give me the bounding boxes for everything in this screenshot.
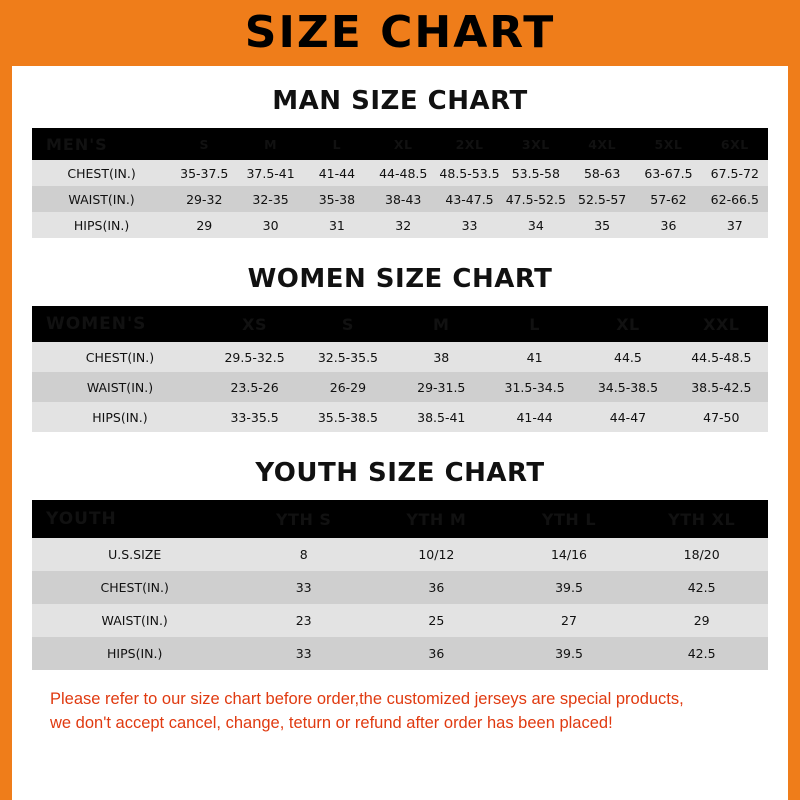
table-row [32, 637, 768, 670]
page-title: SIZE CHART [244, 7, 556, 58]
women-section-title: WOMEN SIZE CHART [247, 264, 553, 294]
table-cell: 35 [569, 212, 635, 238]
table-cell: 26-29 [301, 372, 394, 402]
table-cell: 44-47 [581, 402, 674, 432]
table-cell: 32.5-35.5 [301, 342, 394, 372]
column-header: XL [616, 314, 640, 334]
women-size-table [32, 306, 768, 432]
table-cell: 14/16 [503, 538, 636, 571]
column-header: 4XL [588, 136, 617, 152]
table-cell: 42.5 [635, 637, 768, 670]
table-cell: 10/12 [370, 538, 503, 571]
row-label: CHEST(IN.) [32, 160, 171, 186]
column-header: YTH XL [668, 509, 736, 529]
column-header: S [199, 136, 210, 152]
table-cell: 43-47.5 [436, 186, 502, 212]
table-row [32, 160, 768, 186]
table-cell: 58-63 [569, 160, 635, 186]
row-label: WAIST(IN.) [32, 372, 208, 402]
table-cell: 57-62 [635, 186, 701, 212]
table-header-row [32, 500, 768, 538]
column-header: 2XL [455, 136, 484, 152]
row-label: WAIST(IN.) [32, 604, 237, 637]
table-cell: 32-35 [237, 186, 303, 212]
table-cell: 23 [237, 604, 370, 637]
table-cell: 37.5-41 [237, 160, 303, 186]
table-cell: 29-32 [171, 186, 237, 212]
table-cell: 47-50 [675, 402, 768, 432]
table-cell: 38.5-41 [395, 402, 488, 432]
table-cell: 62-66.5 [702, 186, 768, 212]
table-cell: 33 [237, 637, 370, 670]
table-cell: 41-44 [488, 402, 581, 432]
column-header: S [341, 314, 354, 334]
row-label: HIPS(IN.) [32, 637, 237, 670]
table-cell: 38 [395, 342, 488, 372]
table-cell: 36 [635, 212, 701, 238]
table-cell: 25 [370, 604, 503, 637]
notice-line-1: Please refer to our size chart before order,the customized jerseys are special products, [50, 690, 684, 708]
table-cell: 48.5-53.5 [436, 160, 502, 186]
row-label: WAIST(IN.) [32, 186, 171, 212]
man-section-title: MAN SIZE CHART [272, 86, 528, 116]
table-cell: 35.5-38.5 [301, 402, 394, 432]
table-cell: 52.5-57 [569, 186, 635, 212]
table-cell: 38-43 [370, 186, 436, 212]
row-label: U.S.SIZE [32, 538, 237, 571]
table-row [32, 538, 768, 571]
table-cell: 41 [488, 342, 581, 372]
table-cell: 36 [370, 637, 503, 670]
row-label: CHEST(IN.) [32, 342, 208, 372]
table-cell: 63-67.5 [635, 160, 701, 186]
table-cell: 39.5 [503, 571, 636, 604]
table-cell: 29 [171, 212, 237, 238]
column-header: XL [393, 136, 413, 152]
table-cell: 33 [436, 212, 502, 238]
column-header: L [529, 314, 540, 334]
column-header: YOUTH [46, 509, 117, 529]
table-cell: 53.5-58 [503, 160, 569, 186]
table-cell: 18/20 [635, 538, 768, 571]
table-cell: 41-44 [304, 160, 370, 186]
table-cell: 39.5 [503, 637, 636, 670]
table-row [32, 212, 768, 238]
table-cell: 44.5-48.5 [675, 342, 768, 372]
table-cell: 42.5 [635, 571, 768, 604]
table-cell: 33 [237, 571, 370, 604]
youth-size-table [32, 500, 768, 670]
column-header: YTH L [541, 509, 597, 529]
table-header-row [32, 128, 768, 160]
youth-section-title: YOUTH SIZE CHART [255, 458, 545, 488]
row-label: CHEST(IN.) [32, 571, 237, 604]
table-cell: 35-37.5 [171, 160, 237, 186]
table-cell: 29-31.5 [395, 372, 488, 402]
table-cell: 33-35.5 [208, 402, 301, 432]
table-cell: 35-38 [304, 186, 370, 212]
notice-line-2: we don't accept cancel, change, teturn or refund after order has been placed! [50, 713, 613, 732]
table-row [32, 372, 768, 402]
table-cell: 44-48.5 [370, 160, 436, 186]
column-header: L [332, 136, 342, 152]
table-cell: 31 [304, 212, 370, 238]
table-cell: 38.5-42.5 [675, 372, 768, 402]
row-label: HIPS(IN.) [32, 402, 208, 432]
column-header: XS [242, 314, 267, 334]
column-header: YTH S [275, 509, 332, 529]
row-label: HIPS(IN.) [32, 212, 171, 238]
column-header: MEN'S [46, 134, 108, 154]
column-header: WOMEN'S [46, 314, 147, 334]
table-cell: 36 [370, 571, 503, 604]
column-header: YTH M [406, 509, 467, 529]
column-header: 3XL [521, 136, 550, 152]
order-notice [32, 688, 768, 736]
table-cell: 29.5-32.5 [208, 342, 301, 372]
table-cell: 30 [237, 212, 303, 238]
table-header-row [32, 306, 768, 342]
column-header: 5XL [654, 136, 683, 152]
column-header: M [433, 314, 450, 334]
table-cell: 44.5 [581, 342, 674, 372]
table-cell: 34.5-38.5 [581, 372, 674, 402]
table-row [32, 186, 768, 212]
page-banner [12, 0, 788, 66]
column-header: XXL [703, 314, 740, 334]
table-row [32, 402, 768, 432]
table-cell: 47.5-52.5 [503, 186, 569, 212]
table-cell: 32 [370, 212, 436, 238]
table-row [32, 604, 768, 637]
table-cell: 37 [702, 212, 768, 238]
table-cell: 31.5-34.5 [488, 372, 581, 402]
chart-content [12, 86, 788, 736]
column-header: M [264, 136, 278, 152]
table-cell: 8 [237, 538, 370, 571]
table-cell: 23.5-26 [208, 372, 301, 402]
table-row [32, 571, 768, 604]
column-header: 6XL [720, 136, 749, 152]
table-cell: 29 [635, 604, 768, 637]
table-cell: 27 [503, 604, 636, 637]
table-cell: 34 [503, 212, 569, 238]
table-cell: 67.5-72 [702, 160, 768, 186]
man-size-table [32, 128, 768, 238]
table-row [32, 342, 768, 372]
